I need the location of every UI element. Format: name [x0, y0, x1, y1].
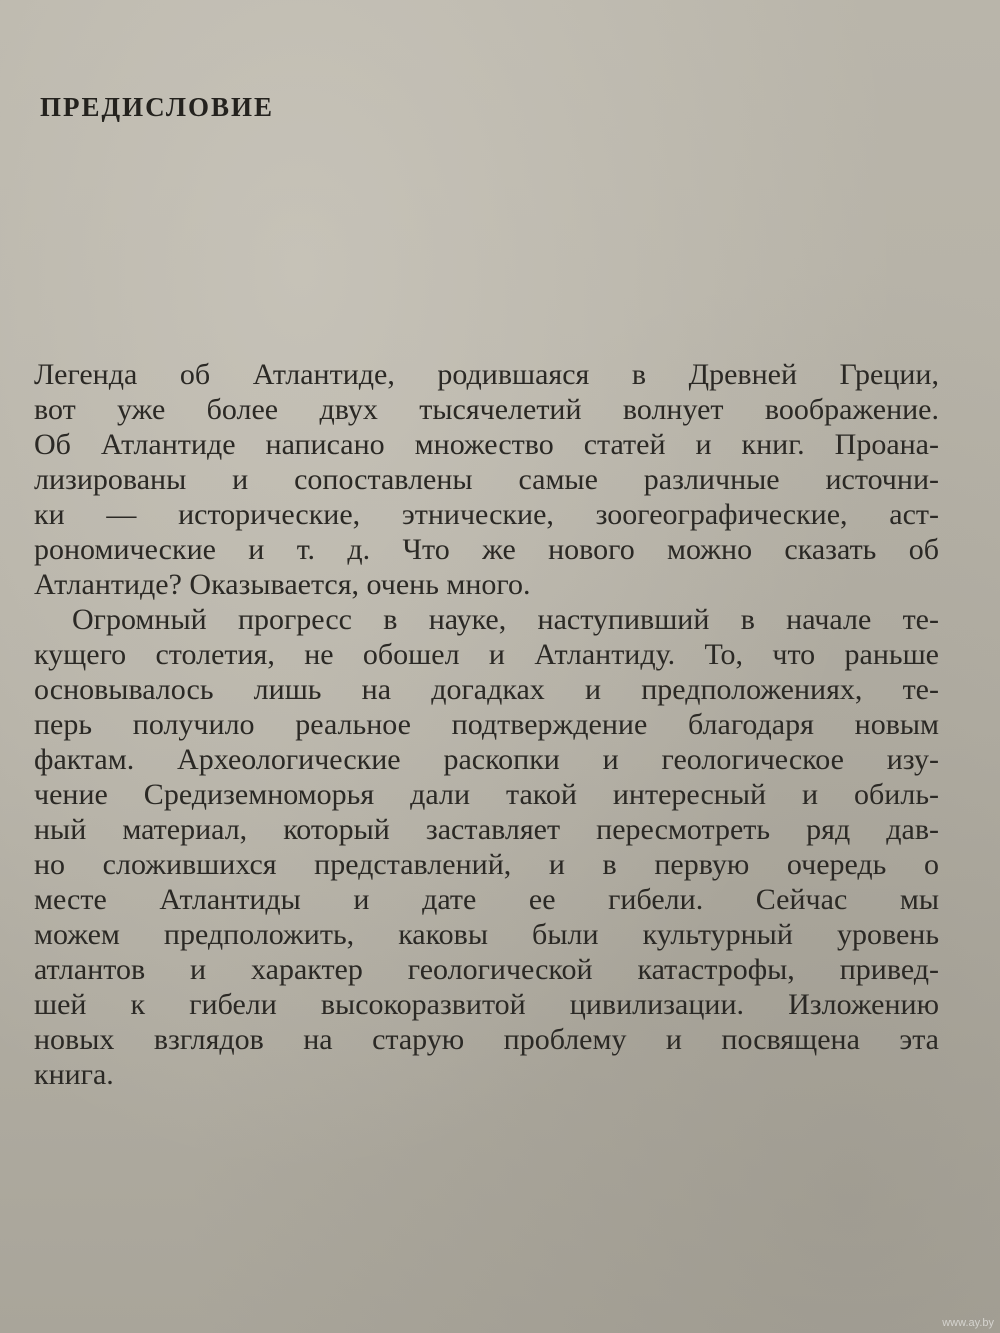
- text-line: Огромный прогресс в науке, наступивший в начале те-: [72, 603, 939, 636]
- text-line: рономические и т. д. Что же нового можно сказать об: [34, 533, 939, 566]
- text-line: Об Атлантиде написано множество статей и книг. Проана-: [34, 428, 939, 461]
- text-line: атлантов и характер геологической катастрофы, привед-: [34, 953, 939, 986]
- text-line: ный материал, который заставляет пересмотреть ряд дав-: [34, 813, 939, 846]
- text-line: чение Средиземноморья дали такой интересный и обиль-: [34, 778, 939, 811]
- body-text: [34, 357, 939, 1092]
- text-line: вот уже более двух тысячелетий волнует воображение.: [34, 393, 939, 426]
- paragraph-1: [34, 357, 939, 602]
- text-line: основывалось лишь на догадках и предположениях, те-: [34, 673, 939, 706]
- text-line: фактам. Археологические раскопки и геологическое изу-: [34, 743, 939, 776]
- text-line: шей к гибели высокоразвитой цивилизации. Изложению: [34, 988, 939, 1021]
- text-line: ки — исторические, этнические, зоогеографические, аст-: [34, 498, 939, 531]
- chapter-heading: ПРЕДИСЛОВИЕ: [40, 92, 275, 122]
- text-line: новых взглядов на старую проблему и посвящена эта: [34, 1023, 939, 1056]
- text-line: перь получило реальное подтверждение благодаря новым: [34, 708, 939, 741]
- site-watermark: www.ay.by: [942, 1317, 994, 1329]
- text-line: книга.: [34, 1058, 114, 1091]
- text-line: месте Атлантиды и дате ее гибели. Сейчас мы: [34, 883, 939, 916]
- text-line: Легенда об Атлантиде, родившаяся в Древней Греции,: [34, 358, 939, 391]
- paragraph-2: [34, 602, 939, 1092]
- text-line: лизированы и сопоставлены самые различные источни-: [34, 463, 939, 496]
- text-line: кущего столетия, не обошел и Атлантиду. То, что раньше: [34, 638, 939, 671]
- text-line: можем предположить, каковы были культурный уровень: [34, 918, 939, 951]
- text-line: но сложившихся представлений, и в первую очередь о: [34, 848, 939, 881]
- text-line: Атлантиде? Оказывается, очень много.: [34, 568, 531, 601]
